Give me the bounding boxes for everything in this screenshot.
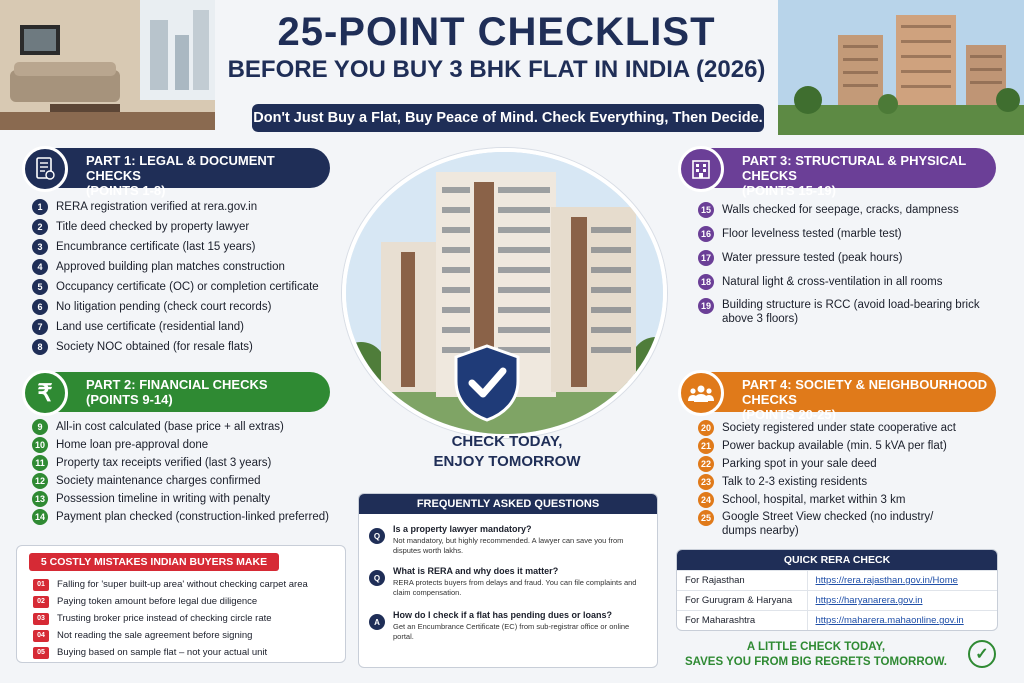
part4-header [678,370,1000,422]
center-slogan [372,432,642,472]
part1-range: (POINTS 1-8) [86,183,166,198]
checklist-item: 10 Home loan pre-approval done [32,436,329,454]
table-row: For Gurugram & Haryana https://haryanarera.gov.in [677,591,997,611]
rera-link[interactable]: https://haryanarera.gov.in [807,591,997,611]
checklist-item: 13 Possession timeline in writing with penalty [32,490,329,508]
checklist-item: 21 Power backup available (min. 5 kVA per flat) [698,437,956,455]
list-item: 02 Paying token amount before legal due diligence [33,593,308,610]
living-room-photo [0,0,215,130]
faq-item: A How do I check if a flat has pending dues or loans? Get an Encumbrance Certificate (EC) from sub-registrar office or online portal. [367,610,652,642]
header-title-block [215,10,778,86]
checklist-item: 16 Floor levelness tested (marble test) [698,222,980,246]
faq-item: Q Is a property lawyer mandatory? Not mandatory, but highly recommended. A lawyer can save you from disputes worth lakhs. [367,524,652,556]
checklist-item: 14 Payment plan checked (construction-linked preferred) [32,508,329,526]
checklist-item: 25 Google Street View checked (no industry/ dumps nearby) [698,509,956,541]
checklist-item: 24 School, hospital, market within 3 km [698,491,956,509]
checklist-item: 7 Land use certificate (residential land) [32,317,319,337]
checklist-item: 11 Property tax receipts verified (last 3 years) [32,454,329,472]
checklist-item: 15 Walls checked for seepage, cracks, dampness [698,198,980,222]
checklist-item: 2 Title deed checked by property lawyer [32,217,319,237]
checklist-item: 6 No litigation pending (check court records) [32,297,319,317]
part2-list [32,418,329,526]
list-item: 03 Trusting broker price instead of checking circle rate [33,610,308,627]
part2-header [22,370,332,414]
faq-title: FREQUENTLY ASKED QUESTIONS [359,494,657,514]
answer-icon: A [369,614,385,630]
building-icon [678,146,724,192]
checklist-item: 8 Society NOC obtained (for resale flats) [32,337,319,357]
checklist-item: 23 Talk to 2-3 existing residents [698,473,956,491]
list-item: 01 Falling for 'super built-up area' without checking carpet area [33,576,308,593]
part1-title: PART 1: LEGAL & DOCUMENT CHECKS [86,153,275,183]
checklist-item: 17 Water pressure tested (peak hours) [698,246,980,270]
table-row: For Maharashtra https://maharera.mahaonline.gov.in [677,611,997,631]
part2-range: (POINTS 9-14) [86,392,173,407]
checklist-item: 12 Society maintenance charges confirmed [32,472,329,490]
rera-title: QUICK RERA CHECK [677,550,997,570]
faq-item: Q What is RERA and why does it matter? RERA protects buyers from delays and fraud. You can file complaints and claim compensation. [367,566,652,598]
checklist-item: 19 Building structure is RCC (avoid load-bearing brick above 3 floors) [698,294,980,328]
rera-link[interactable]: https://maharera.mahaonline.gov.in [807,611,997,631]
checklist-item: 5 Occupancy certificate (OC) or completion certificate [32,277,319,297]
list-item: 04 Not reading the sale agreement before signing [33,627,308,644]
part4-range: (POINTS 20-25) [742,407,836,422]
list-item: 05 Buying based on sample flat – not your actual unit [33,644,308,661]
rera-table [677,570,997,631]
part4-list [698,419,956,541]
question-icon: Q [369,570,385,586]
part1-header [22,146,332,198]
mistakes-list [33,576,308,661]
mistakes-title: 5 COSTLY MISTAKES INDIAN BUYERS MAKE [29,553,279,571]
part4-title: PART 4: SOCIETY & NEIGHBOURHOOD CHECKS [742,377,988,407]
checklist-item: 22 Parking spot in your sale deed [698,455,956,473]
document-icon [22,146,68,192]
rera-link[interactable]: https://rera.rajasthan.gov.in/Home [807,571,997,591]
shield-check-icon [452,343,522,423]
rera-box [676,549,998,631]
faq-box [358,493,658,668]
part2-title: PART 2: FINANCIAL CHECKS [86,377,268,392]
checklist-item: 20 Society registered under state cooperative act [698,419,956,437]
footer-slogan: A LITTLE CHECK TODAY, SAVES YOU FROM BIG REGRETS TOMORROW. [685,641,947,668]
question-icon: Q [369,528,385,544]
apartment-towers-photo [778,0,1024,135]
part3-title: PART 3: STRUCTURAL & PHYSICAL CHECKS [742,153,966,183]
tagline-banner: Don't Just Buy a Flat, Buy Peace of Mind. Check Everything, Then Decide. [252,104,764,132]
center-slogan-line2: ENJOY TOMORROW [433,453,581,470]
check-circle-icon: ✓ [968,640,996,668]
part3-list [698,198,980,328]
checklist-item: 9 All-in cost calculated (base price + all extras) [32,418,329,436]
page-subtitle: BEFORE YOU BUY 3 BHK FLAT IN INDIA (2026) [227,56,766,83]
checklist-item: 3 Encumbrance certificate (last 15 years) [32,237,319,257]
rupee-icon: ₹ [22,370,68,416]
part3-header [678,146,1000,198]
checklist-item: 18 Natural light & cross-ventilation in all rooms [698,270,980,294]
table-row: For Rajasthan https://rera.rajasthan.gov.in/Home [677,571,997,591]
part1-list [32,197,319,357]
part3-range: (POINTS 15-19) [742,183,836,198]
checklist-item: 1 RERA registration verified at rera.gov.in [32,197,319,217]
people-icon [678,370,724,416]
checklist-item: 4 Approved building plan matches construction [32,257,319,277]
page-title: 25-POINT CHECKLIST [277,10,716,54]
center-slogan-line1: CHECK TODAY, [451,433,563,450]
mistakes-box [16,545,346,663]
